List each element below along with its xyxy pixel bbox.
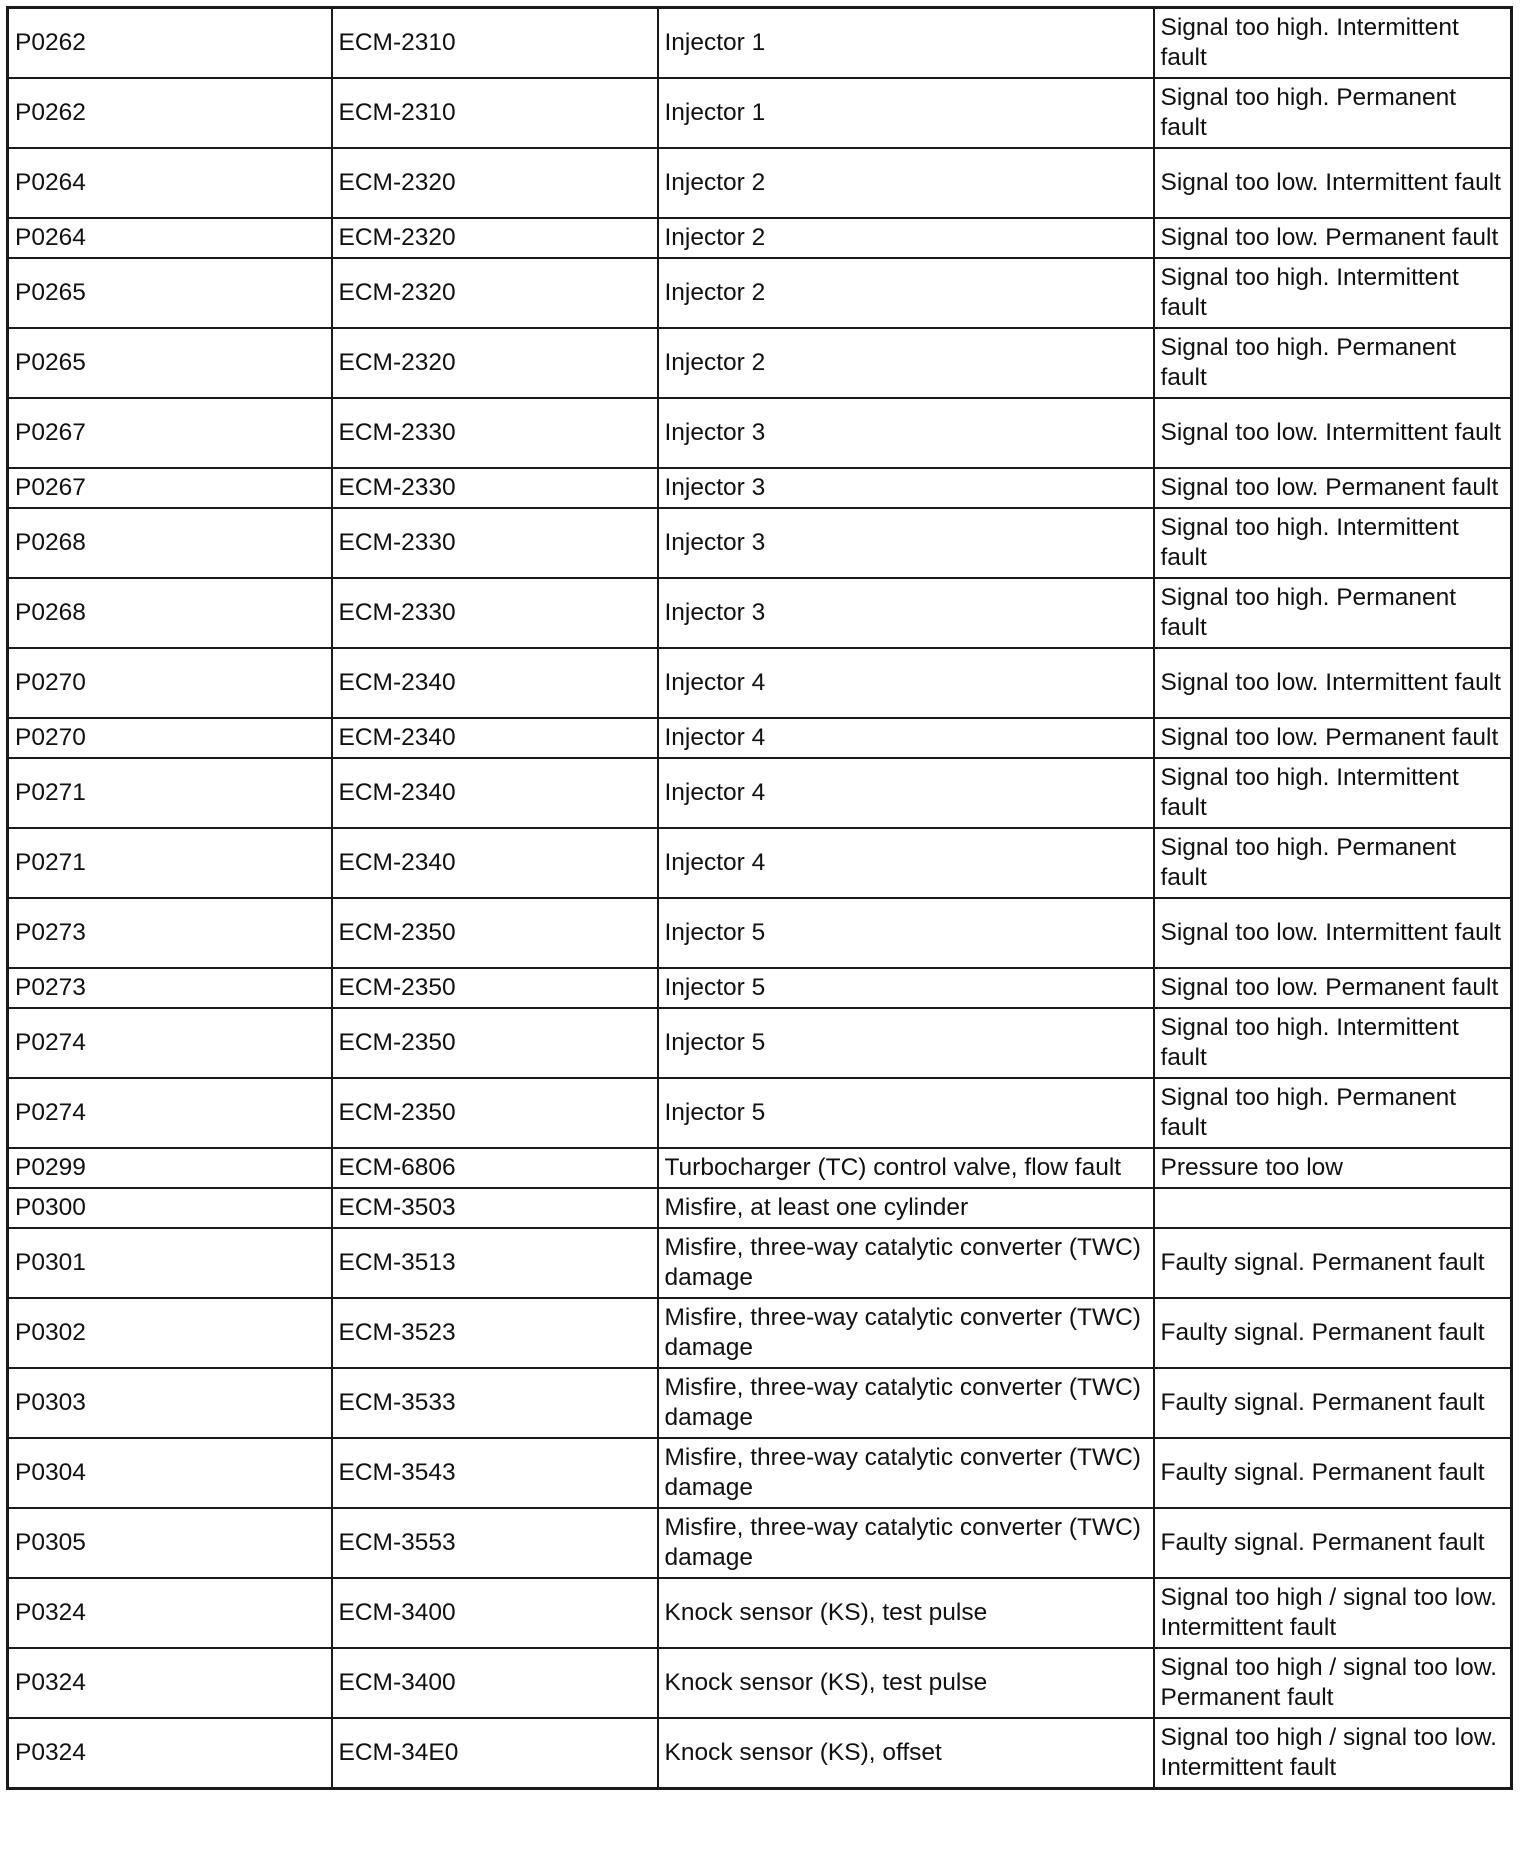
ecm-code-cell: ECM-2340: [332, 648, 658, 718]
dtc-code-cell: P0274: [8, 1008, 332, 1078]
table-row: [8, 1148, 1512, 1188]
fault-type-cell: Signal too low. Intermittent fault: [1154, 648, 1512, 718]
component-cell: Injector 4: [658, 648, 1154, 718]
component-cell: Injector 2: [658, 328, 1154, 398]
fault-type-cell: Faulty signal. Permanent fault: [1154, 1508, 1512, 1578]
ecm-code-cell: ECM-3513: [332, 1228, 658, 1298]
dtc-code-cell: P0270: [8, 718, 332, 758]
component-cell: Injector 1: [658, 8, 1154, 79]
fault-type-cell: Signal too high. Permanent fault: [1154, 328, 1512, 398]
table-row: [8, 1578, 1512, 1648]
table-row: [8, 1648, 1512, 1718]
ecm-code-cell: ECM-2310: [332, 78, 658, 148]
dtc-code-cell: P0324: [8, 1578, 332, 1648]
component-cell: Injector 2: [658, 258, 1154, 328]
component-cell: Injector 5: [658, 1008, 1154, 1078]
component-cell: Injector 5: [658, 1078, 1154, 1148]
ecm-code-cell: ECM-2320: [332, 328, 658, 398]
ecm-code-cell: ECM-2330: [332, 468, 658, 508]
ecm-code-cell: ECM-2320: [332, 218, 658, 258]
fault-type-cell: Signal too low. Intermittent fault: [1154, 398, 1512, 468]
fault-type-cell: Signal too high. Intermittent fault: [1154, 258, 1512, 328]
dtc-code-cell: P0305: [8, 1508, 332, 1578]
ecm-code-cell: ECM-3523: [332, 1298, 658, 1368]
component-cell: Knock sensor (KS), offset: [658, 1718, 1154, 1789]
ecm-code-cell: ECM-2350: [332, 1078, 658, 1148]
table-row: [8, 148, 1512, 218]
dtc-code-cell: P0265: [8, 328, 332, 398]
dtc-code-cell: P0264: [8, 218, 332, 258]
dtc-code-cell: P0268: [8, 578, 332, 648]
table-row: [8, 758, 1512, 828]
component-cell: Injector 2: [658, 148, 1154, 218]
ecm-code-cell: ECM-2350: [332, 1008, 658, 1078]
table-row: [8, 648, 1512, 718]
fault-type-cell: Signal too high. Intermittent fault: [1154, 758, 1512, 828]
ecm-code-cell: ECM-3400: [332, 1578, 658, 1648]
ecm-code-cell: ECM-3503: [332, 1188, 658, 1228]
ecm-code-cell: ECM-2340: [332, 718, 658, 758]
table-row: [8, 1508, 1512, 1578]
component-cell: Knock sensor (KS), test pulse: [658, 1648, 1154, 1718]
ecm-code-cell: ECM-34E0: [332, 1718, 658, 1789]
fault-type-cell: Pressure too low: [1154, 1148, 1512, 1188]
table-row: [8, 898, 1512, 968]
fault-type-cell: Signal too low. Permanent fault: [1154, 218, 1512, 258]
fault-type-cell: Signal too low. Intermittent fault: [1154, 898, 1512, 968]
component-cell: Injector 4: [658, 758, 1154, 828]
dtc-code-cell: P0270: [8, 648, 332, 718]
fault-type-cell: Signal too high / signal too low. Intermittent fault: [1154, 1578, 1512, 1648]
table-row: [8, 968, 1512, 1008]
table-row: [8, 1298, 1512, 1368]
fault-type-cell: Faulty signal. Permanent fault: [1154, 1228, 1512, 1298]
component-cell: Injector 5: [658, 898, 1154, 968]
ecm-code-cell: ECM-2320: [332, 258, 658, 328]
dtc-code-cell: P0267: [8, 468, 332, 508]
dtc-code-cell: P0265: [8, 258, 332, 328]
fault-type-cell: Signal too low. Permanent fault: [1154, 718, 1512, 758]
component-cell: Injector 1: [658, 78, 1154, 148]
component-cell: Injector 3: [658, 578, 1154, 648]
dtc-code-cell: P0300: [8, 1188, 332, 1228]
component-cell: Misfire, three-way catalytic converter (TWC) damage: [658, 1368, 1154, 1438]
fault-type-cell: Faulty signal. Permanent fault: [1154, 1438, 1512, 1508]
fault-type-cell: Signal too high / signal too low. Permanent fault: [1154, 1648, 1512, 1718]
table-row: [8, 218, 1512, 258]
dtc-table-body: [8, 8, 1512, 1789]
dtc-code-cell: P0299: [8, 1148, 332, 1188]
component-cell: Misfire, three-way catalytic converter (TWC) damage: [658, 1298, 1154, 1368]
component-cell: Turbocharger (TC) control valve, flow fault: [658, 1148, 1154, 1188]
ecm-code-cell: ECM-2330: [332, 508, 658, 578]
ecm-code-cell: ECM-2320: [332, 148, 658, 218]
component-cell: Injector 5: [658, 968, 1154, 1008]
fault-type-cell: Signal too high. Permanent fault: [1154, 78, 1512, 148]
ecm-code-cell: ECM-2330: [332, 398, 658, 468]
dtc-code-cell: P0324: [8, 1718, 332, 1789]
ecm-code-cell: ECM-2350: [332, 968, 658, 1008]
dtc-code-cell: P0271: [8, 758, 332, 828]
table-row: [8, 1438, 1512, 1508]
ecm-code-cell: ECM-3533: [332, 1368, 658, 1438]
ecm-code-cell: ECM-3543: [332, 1438, 658, 1508]
fault-type-cell: Signal too high / signal too low. Intermittent fault: [1154, 1718, 1512, 1789]
table-row: [8, 828, 1512, 898]
ecm-code-cell: ECM-2350: [332, 898, 658, 968]
table-row: [8, 398, 1512, 468]
table-row: [8, 1228, 1512, 1298]
table-row: [8, 1188, 1512, 1228]
ecm-code-cell: ECM-6806: [332, 1148, 658, 1188]
fault-type-cell: Signal too low. Intermittent fault: [1154, 148, 1512, 218]
fault-type-cell: Faulty signal. Permanent fault: [1154, 1368, 1512, 1438]
fault-type-cell: [1154, 1188, 1512, 1228]
component-cell: Injector 4: [658, 828, 1154, 898]
ecm-code-cell: ECM-2340: [332, 758, 658, 828]
table-row: [8, 1368, 1512, 1438]
dtc-code-cell: P0273: [8, 898, 332, 968]
table-row: [8, 8, 1512, 79]
dtc-code-cell: P0324: [8, 1648, 332, 1718]
dtc-code-cell: P0304: [8, 1438, 332, 1508]
dtc-code-cell: P0268: [8, 508, 332, 578]
ecm-code-cell: ECM-3400: [332, 1648, 658, 1718]
fault-type-cell: Signal too high. Intermittent fault: [1154, 1008, 1512, 1078]
table-row: [8, 578, 1512, 648]
fault-type-cell: Signal too high. Intermittent fault: [1154, 8, 1512, 79]
dtc-code-cell: P0262: [8, 8, 332, 79]
table-row: [8, 1718, 1512, 1789]
fault-type-cell: Faulty signal. Permanent fault: [1154, 1298, 1512, 1368]
component-cell: Injector 2: [658, 218, 1154, 258]
component-cell: Injector 3: [658, 508, 1154, 578]
ecm-code-cell: ECM-2310: [332, 8, 658, 79]
table-row: [8, 328, 1512, 398]
dtc-code-cell: P0267: [8, 398, 332, 468]
table-row: [8, 1008, 1512, 1078]
component-cell: Misfire, at least one cylinder: [658, 1188, 1154, 1228]
component-cell: Misfire, three-way catalytic converter (TWC) damage: [658, 1438, 1154, 1508]
fault-type-cell: Signal too high. Permanent fault: [1154, 578, 1512, 648]
table-row: [8, 1078, 1512, 1148]
dtc-code-cell: P0301: [8, 1228, 332, 1298]
table-row: [8, 718, 1512, 758]
fault-type-cell: Signal too low. Permanent fault: [1154, 468, 1512, 508]
dtc-code-cell: P0262: [8, 78, 332, 148]
table-row: [8, 78, 1512, 148]
dtc-code-cell: P0271: [8, 828, 332, 898]
fault-type-cell: Signal too high. Permanent fault: [1154, 1078, 1512, 1148]
dtc-code-cell: P0302: [8, 1298, 332, 1368]
ecm-code-cell: ECM-2340: [332, 828, 658, 898]
ecm-code-cell: ECM-3553: [332, 1508, 658, 1578]
component-cell: Misfire, three-way catalytic converter (TWC) damage: [658, 1228, 1154, 1298]
table-row: [8, 258, 1512, 328]
dtc-code-cell: P0303: [8, 1368, 332, 1438]
dtc-table: [6, 6, 1513, 1790]
dtc-code-cell: P0264: [8, 148, 332, 218]
dtc-code-cell: P0274: [8, 1078, 332, 1148]
fault-type-cell: Signal too low. Permanent fault: [1154, 968, 1512, 1008]
component-cell: Misfire, three-way catalytic converter (TWC) damage: [658, 1508, 1154, 1578]
ecm-code-cell: ECM-2330: [332, 578, 658, 648]
dtc-code-cell: P0273: [8, 968, 332, 1008]
table-row: [8, 468, 1512, 508]
table-row: [8, 508, 1512, 578]
component-cell: Injector 4: [658, 718, 1154, 758]
fault-type-cell: Signal too high. Intermittent fault: [1154, 508, 1512, 578]
fault-type-cell: Signal too high. Permanent fault: [1154, 828, 1512, 898]
component-cell: Injector 3: [658, 398, 1154, 468]
component-cell: Injector 3: [658, 468, 1154, 508]
component-cell: Knock sensor (KS), test pulse: [658, 1578, 1154, 1648]
